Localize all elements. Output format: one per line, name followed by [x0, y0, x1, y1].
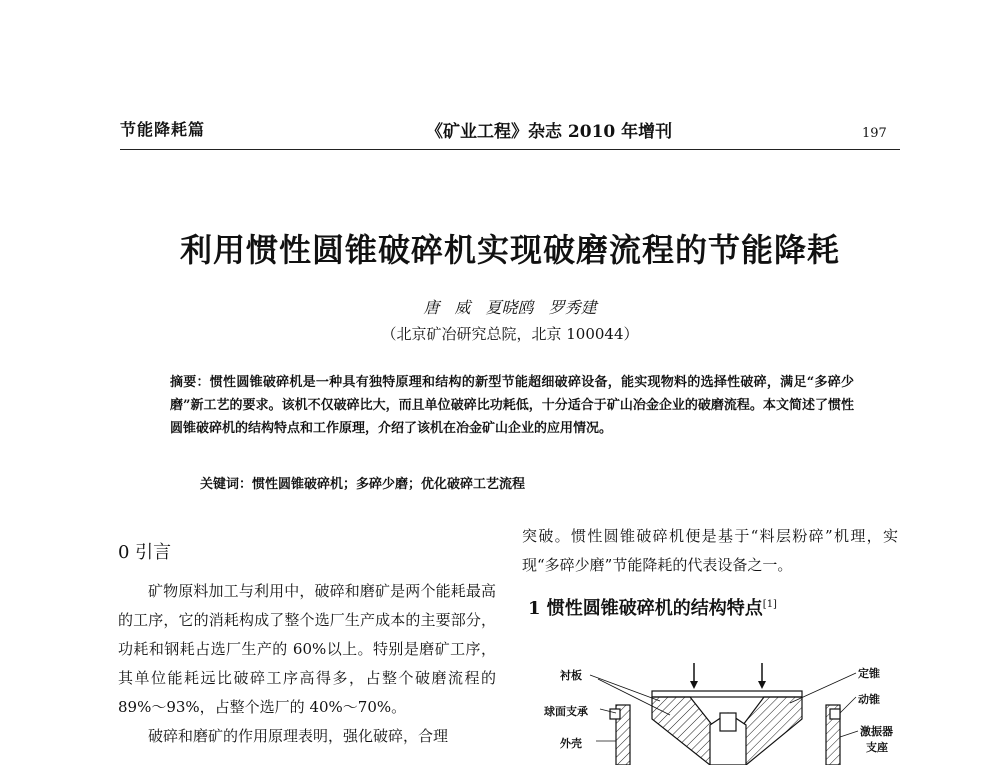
label-exciter: 激振器 — [860, 725, 893, 738]
label-support: 支座 — [866, 741, 888, 754]
label-fixed-cone: 定锥 — [858, 667, 880, 680]
article-affiliation: （北京矿冶研究总院，北京 100044） — [381, 325, 639, 343]
feed-arrow-head — [758, 681, 766, 689]
label-spherical-support: 球面支承 — [544, 705, 588, 718]
leader-line — [590, 675, 660, 701]
keywords — [200, 473, 525, 492]
feed-arrow-head — [690, 681, 698, 689]
keywords-text: 惯性圆锥破碎机；多碎少磨；优化破碎工艺流程 — [252, 477, 526, 492]
label-moving-cone: 动锥 — [858, 693, 880, 706]
support-block — [830, 709, 840, 719]
leader-line — [840, 697, 856, 713]
label-shell: 外壳 — [560, 737, 582, 750]
running-header-journal: 《矿业工程》杂志 2010 年增刊 — [426, 122, 673, 142]
section-1-heading — [528, 594, 777, 620]
leader-line — [840, 731, 858, 737]
crusher-diagram — [540, 655, 910, 765]
top-flange — [652, 691, 802, 697]
abstract-label: 摘要： — [170, 375, 210, 390]
page-number: 197 — [862, 126, 887, 141]
keywords-label: 关键词： — [200, 477, 253, 492]
paragraph: 破碎和磨矿的作用原理表明，强化破碎，合理 — [148, 727, 449, 745]
abstract-text: 惯性圆锥破碎机是一种具有独特原理和结构的新型节能超细破碎设备，能实现物料的选择性破碎，满足“多碎少磨”新工艺的要求。该机不仅破碎比大，而且单位破碎比功耗低，十分适合于矿山冶金企业的破磨流程。本文简述了惯性圆锥破碎机的结构特点和工作原理，介绍了该机在冶金矿山企业的应用情况。 — [170, 375, 854, 436]
paragraph: 突破。惯性圆锥破碎机便是基于“料层粉碎”机理，实现“多碎少磨”节能降耗的代表设备之一。 — [522, 527, 898, 574]
section-0-heading: 0 引言 — [118, 542, 172, 563]
cone-head — [720, 713, 736, 731]
crusher-structure-figure — [540, 655, 910, 765]
left-column — [118, 577, 496, 751]
right-column — [522, 522, 898, 580]
paragraph: 矿物原料加工与利用中，破碎和磨矿是两个能耗最高的工序，它的消耗构成了整个选厂生产成本的主要部分，功耗和钢耗占选厂生产的 60%以上。特别是磨矿工序，其单位能耗远比破碎工序高得多，占整个破磨流程的 89%～93%，占整个选厂的 40%～70%。 — [118, 582, 496, 716]
support-block — [610, 709, 620, 719]
article-authors: 唐 威 夏晓鸥 罗秀建 — [423, 298, 597, 317]
running-header-section: 节能降耗篇 — [120, 120, 206, 139]
label-liner: 衬板 — [560, 669, 582, 682]
section-1-title: 1 惯性圆锥破碎机的结构特点 — [528, 598, 763, 619]
leader-line — [790, 673, 856, 703]
citation-ref: [1] — [762, 599, 777, 610]
article-title: 利用惯性圆锥破碎机实现破磨流程的节能降耗 — [179, 231, 840, 269]
abstract — [170, 371, 854, 440]
header-rule — [120, 149, 900, 150]
